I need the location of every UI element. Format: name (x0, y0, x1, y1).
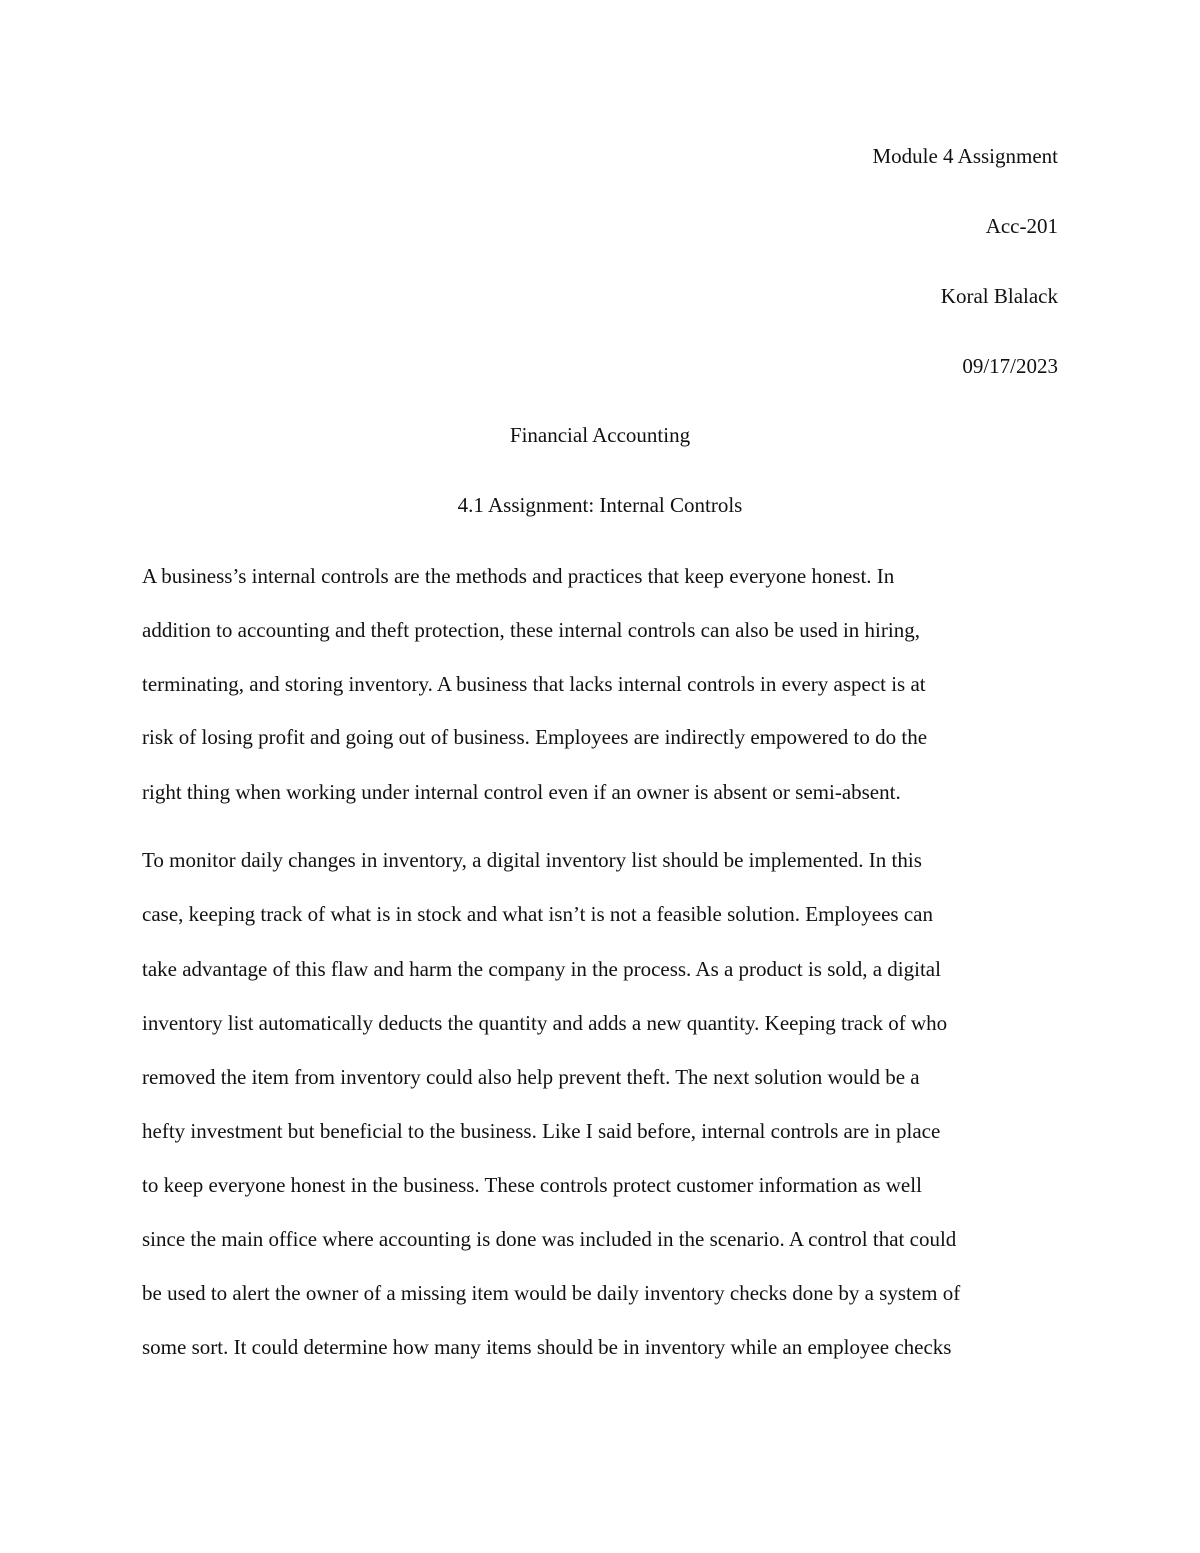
course-title: Financial Accounting (509, 423, 691, 447)
header-block (872, 142, 1058, 422)
date: 09/17/2023 (962, 354, 1058, 378)
paragraph-line: terminating, and storing inventory. A business that lacks internal controls in every aspect is at (142, 672, 926, 696)
course-code: Acc-201 (985, 214, 1058, 238)
paragraph-line: case, keeping track of what is in stock and what isn’t is not a feasible solution. Employees can (142, 902, 933, 926)
paragraph-line: take advantage of this flaw and harm the company in the process. As a product is sold, a digital (142, 957, 941, 981)
paragraph-line: some sort. It could determine how many items should be in inventory while an employee checks (142, 1335, 952, 1359)
assignment-title: 4.1 Assignment: Internal Controls (457, 493, 743, 517)
author-name: Koral Blalack (940, 284, 1058, 308)
paragraph-line: since the main office where accounting is done was included in the scenario. A control that could (142, 1227, 957, 1251)
paragraph-line: removed the item from inventory could also help prevent theft. The next solution would be a (142, 1065, 920, 1089)
module-label: Module 4 Assignment (872, 144, 1058, 168)
paragraph-line: addition to accounting and theft protection, these internal controls can also be used in hiring, (142, 618, 920, 642)
paragraph-line: risk of losing profit and going out of business. Employees are indirectly empowered to do the (142, 725, 928, 749)
paragraph-line: right thing when working under internal control even if an owner is absent or semi-absent. (142, 780, 901, 804)
paragraph-line: To monitor daily changes in inventory, a digital inventory list should be implemented. In this (142, 848, 922, 872)
paragraph-line: A business’s internal controls are the methods and practices that keep everyone honest. In (142, 564, 895, 588)
paragraph-line: inventory list automatically deducts the quantity and adds a new quantity. Keeping track of who (142, 1011, 948, 1035)
paragraph-line: hefty investment but beneficial to the business. Like I said before, internal controls are in place (142, 1119, 941, 1143)
paragraph-line: be used to alert the owner of a missing item would be daily inventory checks done by a system of (142, 1281, 961, 1305)
paragraph-line: to keep everyone honest in the business. These controls protect customer information as well (142, 1173, 922, 1197)
